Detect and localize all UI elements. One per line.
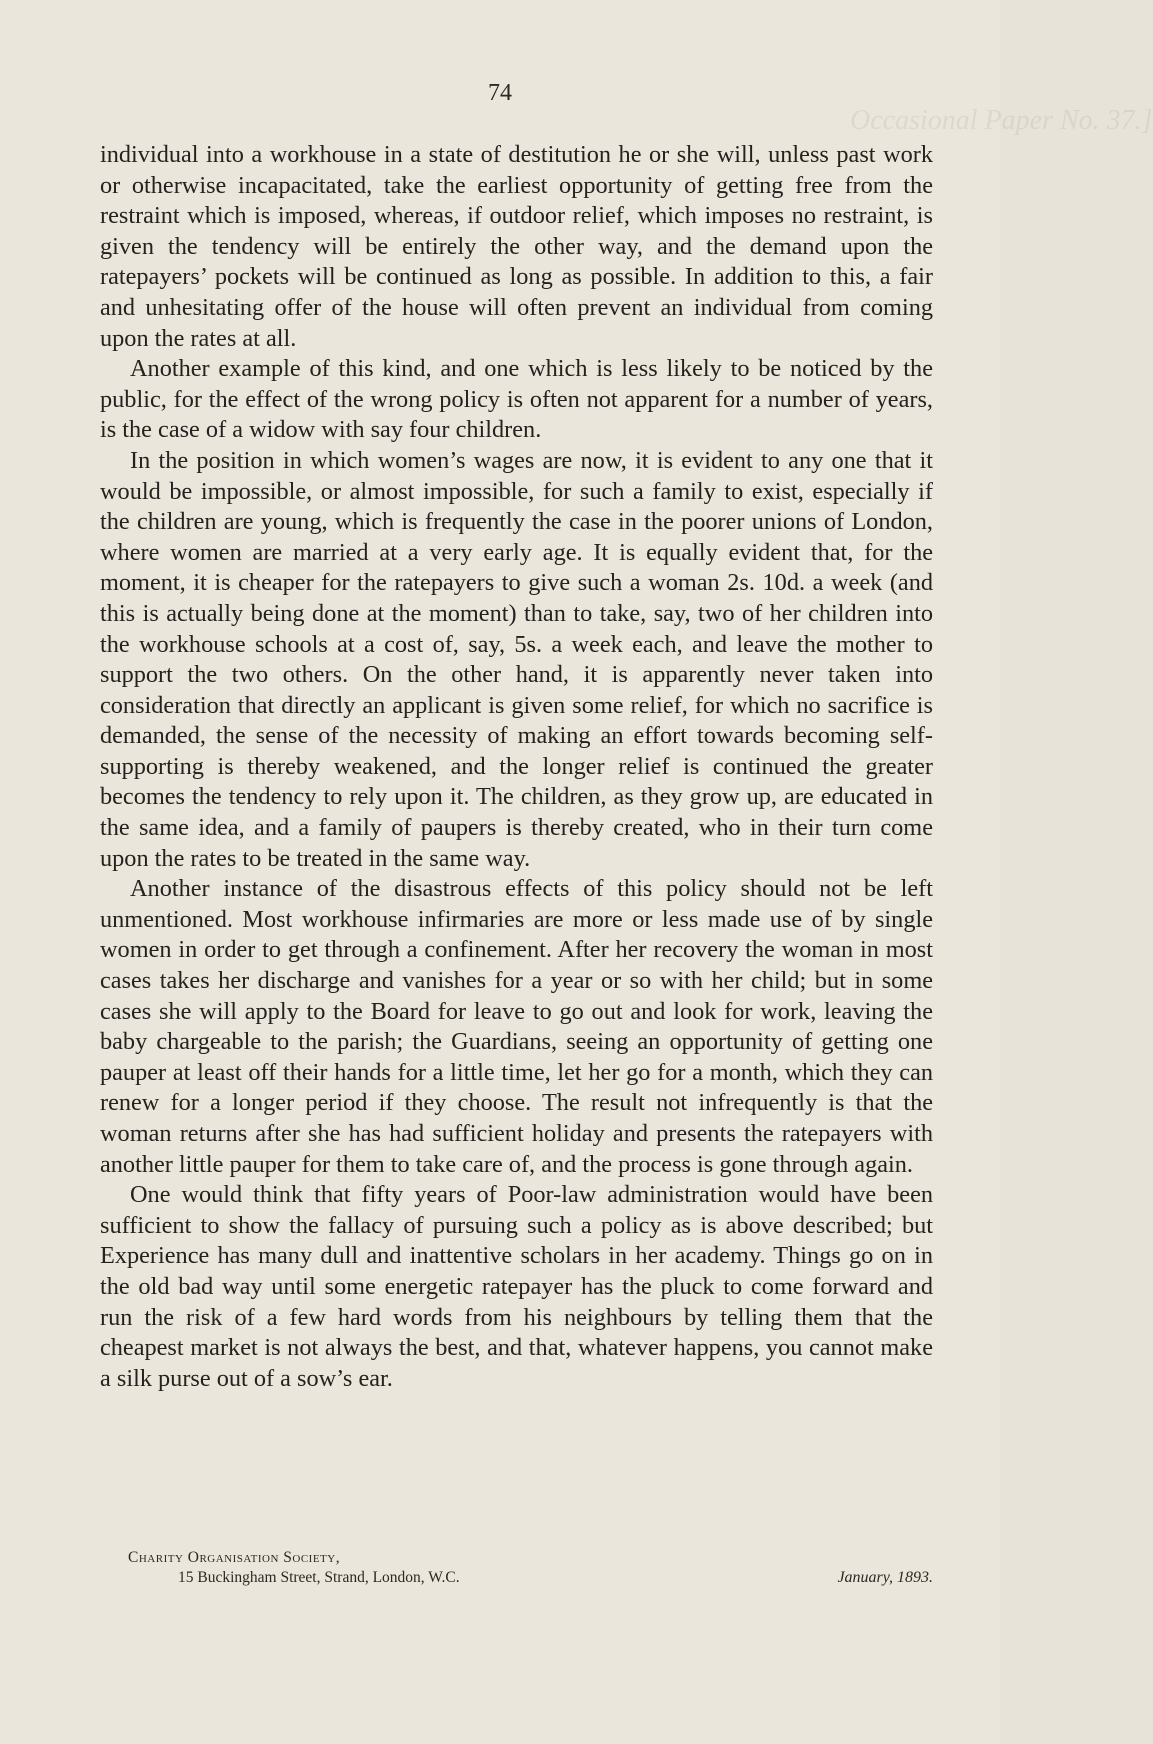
paragraph-1: individual into a workhouse in a state of destitution he or she will, unless past work or otherwise incapacitated, take the earliest opportunity of getting free from the restraint which is imposed, whereas, if outdoor relief, which imposes no restraint, is given the tendency will be entirely the other way, and the demand upon the ratepayers’ pockets will be continued as long as possible. In addition to this, a fair and unhesitating offer of the house will often prevent an individual from coming upon the rates at all. <box>100 141 933 352</box>
paragraph-3: In the position in which women’s wages are now, it is evident to any one that it would be impossible, or almost impossible, for such a family to exist, especially if the children are young, which is frequently the case in the poorer unions of London, where women are married at a very early age. It is equally evident that, for the moment, it is cheaper for the ratepayers to give such a woman 2s. 10d. a week (and this is actually being done at the moment) than to take, say, two of her children into the workhouse schools at a cost of, say, 5s. a week each, and leave the mother to support the two others. On the other hand, it is apparently never taken into consideration that directly an applicant is given some relief, for which no sacrifice is demanded, the sense of the necessity of making an effort towards becoming self-supporting is thereby weakened, and the longer relief is continued the greater becomes the tendency to rely upon it. The children, as they grow up, are educated in the same idea, and a family of paupers is thereby created, who in their turn come upon the rates to be treated in the same way. <box>100 446 933 872</box>
paragraph-2: Another example of this kind, and one which is less likely to be noticed by the public, for the effect of the wrong policy is often not apparent for a number of years, is the case of a widow with say four children. <box>100 355 933 444</box>
paragraph-5: One would think that fifty years of Poor-law administration would have been sufficient to show the fallacy of pursuing such a policy as is above described; but Experience has many dull and inattentive scholars in her academy. Things go on in the old bad way until some energetic ratepayer has the pluck to come forward and run the risk of a few hard words from his neighbours by telling them that the cheapest market is not always the best, and that, whatever happens, you cannot make a silk purse out of a sow’s ear. <box>100 1181 933 1392</box>
organization-name: Charity Organisation Society, <box>128 1549 341 1566</box>
footer <box>128 1548 933 1588</box>
paragraph-4: Another instance of the disastrous effects of this policy should not be left unmentioned. Most workhouse infirmaries are more or less made use of by single women in order to get through a confinement. After her recovery the woman in most cases takes her discharge and vanishes for a year or so with her child; but in some cases she will apply to the Board for leave to go out and look for work, leaving the baby chargeable to the parish; the Guardians, seeing an opportunity of getting one pauper at least off their hands for a little time, let her go for a month, which they can renew for a longer period if they choose. The result not infrequently is that the woman returns after she has had sufficient holiday and presents the ratepayers with another little pauper for them to take care of, and the process is gone through again. <box>100 875 933 1178</box>
page-number: 74 <box>488 80 512 106</box>
bleed-through-text: Occasional Paper No. 37.] <box>850 105 1153 136</box>
publication-date: January, 1893. <box>837 1569 933 1586</box>
body-text <box>100 140 933 1394</box>
organization-address: 15 Buckingham Street, Strand, London, W.C. <box>178 1569 460 1586</box>
